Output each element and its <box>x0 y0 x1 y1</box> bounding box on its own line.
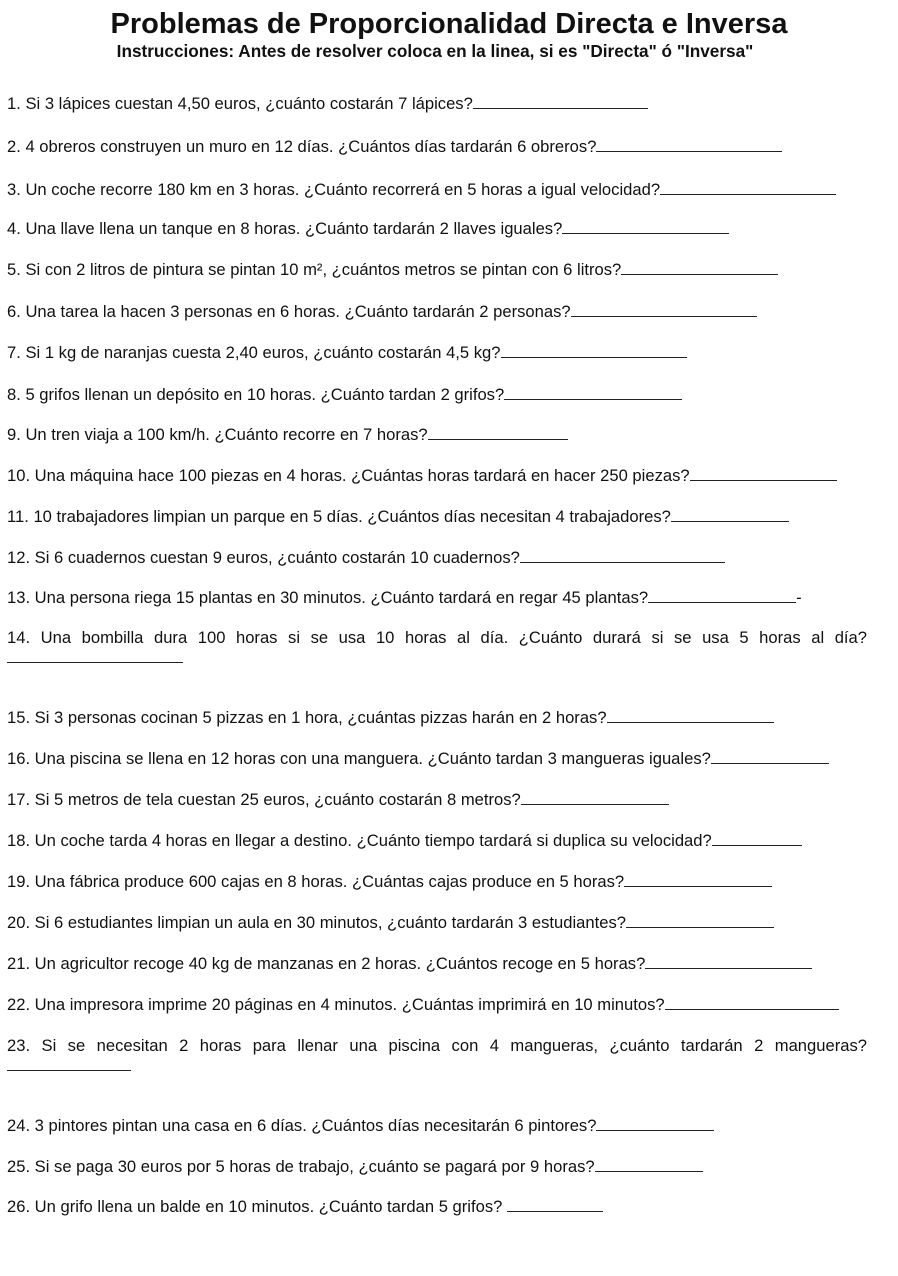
question-text: 3. Un coche recorre 180 km en 3 horas. ¿Cuánto recorrerá en 5 horas a igual velocidad? <box>7 180 661 199</box>
question-26 <box>7 1196 603 1217</box>
question-13 <box>7 587 802 608</box>
question-text: 17. Si 5 metros de tela cuestan 25 euros, ¿cuánto costarán 8 metros? <box>7 790 521 809</box>
question-15 <box>7 707 774 728</box>
question-text: 5. Si con 2 litros de pintura se pintan 10 m², ¿cuántos metros se pintan con 6 litros? <box>7 260 622 279</box>
question-12 <box>7 547 725 568</box>
question-2 <box>7 136 782 157</box>
question-text: 6. Una tarea la hacen 3 personas en 6 horas. ¿Cuánto tardarán 2 personas? <box>7 302 571 321</box>
question-text: 23. Si se necesitan 2 horas para llenar una piscina con 4 mangueras, ¿cuánto tardarán 2 mangueras? <box>7 1036 867 1055</box>
answer-blank[interactable] <box>690 465 837 481</box>
question-21 <box>7 953 812 974</box>
question-10 <box>7 465 837 486</box>
answer-blank[interactable] <box>621 259 778 275</box>
question-text: 9. Un tren viaja a 100 km/h. ¿Cuánto recorre en 7 horas? <box>7 425 428 444</box>
question-20 <box>7 912 774 933</box>
question-11 <box>7 506 789 527</box>
question-text: 11. 10 trabajadores limpian un parque en 5 días. ¿Cuántos días necesitan 4 trabajadores? <box>7 507 671 526</box>
question-text: 10. Una máquina hace 100 piezas en 4 horas. ¿Cuántas horas tardará en hacer 250 piezas? <box>7 466 690 485</box>
question-25 <box>7 1156 703 1177</box>
question-22 <box>7 994 839 1015</box>
question-text: 7. Si 1 kg de naranjas cuesta 2,40 euros, ¿cuánto costarán 4,5 kg? <box>7 343 501 362</box>
page-title: Problemas de Proporcionalidad Directa e Inversa <box>110 8 788 40</box>
answer-blank[interactable] <box>7 648 183 663</box>
answer-blank[interactable] <box>501 342 687 358</box>
question-24 <box>7 1115 714 1136</box>
answer-blank[interactable] <box>645 953 812 969</box>
question-suffix: - <box>796 588 802 607</box>
question-text: 19. Una fábrica produce 600 cajas en 8 horas. ¿Cuántas cajas produce en 5 horas? <box>7 872 625 891</box>
answer-blank[interactable] <box>7 1056 131 1071</box>
answer-blank[interactable] <box>562 218 729 234</box>
question-text: 20. Si 6 estudiantes limpian un aula en 30 minutos, ¿cuánto tardarán 3 estudiantes? <box>7 913 626 932</box>
question-text: 2. 4 obreros construyen un muro en 12 días. ¿Cuántos días tardarán 6 obreros? <box>7 137 597 156</box>
answer-blank[interactable] <box>596 1115 714 1131</box>
answer-blank[interactable] <box>520 547 725 563</box>
question-1 <box>7 93 648 114</box>
answer-blank[interactable] <box>607 707 774 723</box>
answer-blank[interactable] <box>428 424 568 440</box>
answer-blank[interactable] <box>504 384 682 400</box>
answer-blank[interactable] <box>624 871 772 887</box>
question-text: 15. Si 3 personas cocinan 5 pizzas en 1 hora, ¿cuántas pizzas harán en 2 horas? <box>7 708 607 727</box>
question-17 <box>7 789 669 810</box>
answer-blank[interactable] <box>665 994 839 1010</box>
question-text: 12. Si 6 cuadernos cuestan 9 euros, ¿cuánto costarán 10 cuadernos? <box>7 548 520 567</box>
answer-blank[interactable] <box>626 912 774 928</box>
question-23 <box>7 1036 867 1074</box>
question-text: 14. Una bombilla dura 100 horas si se usa 10 horas al día. ¿Cuánto durará si se usa 5 horas al día? <box>7 628 867 647</box>
question-text: 13. Una persona riega 15 plantas en 30 minutos. ¿Cuánto tardará en regar 45 plantas? <box>7 588 649 607</box>
answer-blank[interactable] <box>473 93 648 109</box>
answer-blank[interactable] <box>712 830 802 846</box>
question-text: 25. Si se paga 30 euros por 5 horas de trabajo, ¿cuánto se pagará por 9 horas? <box>7 1157 595 1176</box>
question-5 <box>7 259 778 280</box>
question-8 <box>7 384 682 405</box>
answer-blank[interactable] <box>571 301 757 317</box>
answer-blank[interactable] <box>596 136 782 152</box>
answer-blank[interactable] <box>660 179 836 195</box>
question-text: 1. Si 3 lápices cuestan 4,50 euros, ¿cuánto costarán 7 lápices? <box>7 94 473 113</box>
question-text: 16. Una piscina se llena en 12 horas con una manguera. ¿Cuánto tardan 3 mangueras iguales? <box>7 749 711 768</box>
question-text: 24. 3 pintores pintan una casa en 6 días. ¿Cuántos días necesitarán 6 pintores? <box>7 1116 597 1135</box>
question-14 <box>7 628 867 666</box>
answer-blank[interactable] <box>521 789 669 805</box>
answer-blank[interactable] <box>671 506 789 522</box>
question-text: 21. Un agricultor recoge 40 kg de manzanas en 2 horas. ¿Cuántos recoge en 5 horas? <box>7 954 646 973</box>
question-6 <box>7 301 757 322</box>
question-3 <box>7 179 836 200</box>
question-9 <box>7 424 568 445</box>
question-7 <box>7 342 687 363</box>
question-text: 4. Una llave llena un tanque en 8 horas. ¿Cuánto tardarán 2 llaves iguales? <box>7 219 563 238</box>
instructions: Instrucciones: Antes de resolver coloca en la linea, si es "Directa" ó "Inversa" <box>116 41 754 61</box>
answer-blank[interactable] <box>595 1156 703 1172</box>
question-19 <box>7 871 772 892</box>
question-text: 18. Un coche tarda 4 horas en llegar a destino. ¿Cuánto tiempo tardará si duplica su velocidad? <box>7 831 712 850</box>
question-text: 22. Una impresora imprime 20 páginas en 4 minutos. ¿Cuántas imprimirá en 10 minutos? <box>7 995 665 1014</box>
question-text: 8. 5 grifos llenan un depósito en 10 horas. ¿Cuánto tardan 2 grifos? <box>7 385 505 404</box>
question-18 <box>7 830 802 851</box>
answer-blank[interactable] <box>711 748 829 764</box>
question-text: 26. Un grifo llena un balde en 10 minutos. ¿Cuánto tardan 5 grifos? <box>7 1197 507 1216</box>
answer-blank[interactable] <box>507 1196 603 1212</box>
answer-blank[interactable] <box>648 587 796 603</box>
question-4 <box>7 218 729 239</box>
question-16 <box>7 748 829 769</box>
